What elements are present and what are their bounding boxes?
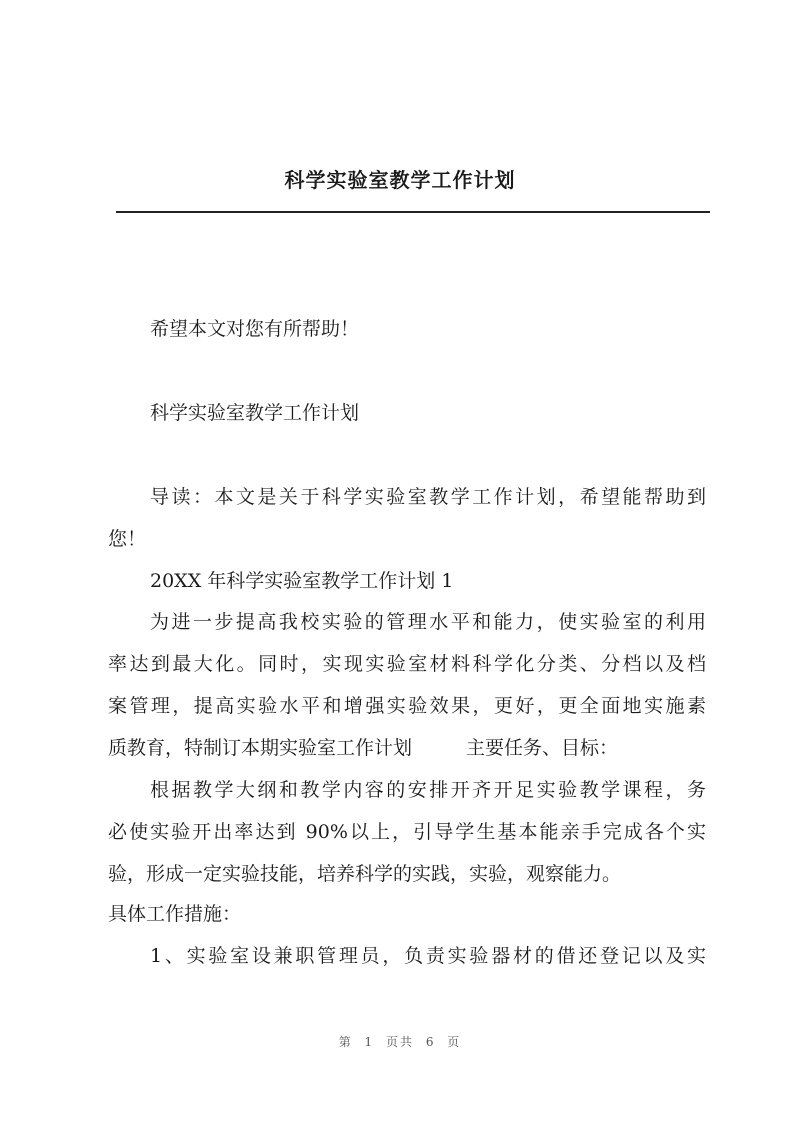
paragraph-line: 1、实验室设兼职管理员，负责实验器材的借还登记以及实	[150, 945, 706, 967]
paragraph-line: 希望本文对您有所帮助！	[150, 318, 360, 340]
paragraph-line: 具体工作措施：	[108, 903, 242, 925]
paragraph-line: 您！	[108, 528, 147, 550]
paragraph-line: 必使实验开出率达到 90%以上，引导学生基本能亲手完成各个实	[108, 821, 706, 843]
line-segment: 主要任务、目标：	[466, 737, 619, 759]
paragraph-line	[108, 736, 618, 760]
paragraph-line: 科学实验室教学工作计划	[150, 402, 360, 424]
paragraph-line: 根据教学大纲和教学内容的安排开齐开足实验教学课程，务	[150, 779, 706, 801]
paragraph-line: 率达到最大化。同时，实现实验室材料科学化分类、分档以及档	[108, 653, 706, 675]
title-divider	[116, 211, 710, 213]
page-number-footer: 第 1 页共 6 页	[338, 1035, 462, 1049]
paragraph-line: 验，形成一定实验技能，培养科学的实践，实验，观察能力。	[108, 863, 622, 885]
paragraph-line: 20XX 年科学实验室教学工作计划 1	[150, 570, 454, 592]
paragraph-line: 案管理，提高实验水平和增强实验效果，更好，更全面地实施素	[108, 695, 706, 717]
paragraph-line: 导读：本文是关于科学实验室教学工作计划，希望能帮助到	[150, 486, 706, 508]
page-title: 科学实验室教学工作计划	[284, 168, 516, 192]
line-segment: 质教育，特制订本期实验室工作计划	[108, 737, 413, 759]
paragraph-line: 为进一步提高我校实验的管理水平和能力，使实验室的利用	[150, 611, 706, 633]
